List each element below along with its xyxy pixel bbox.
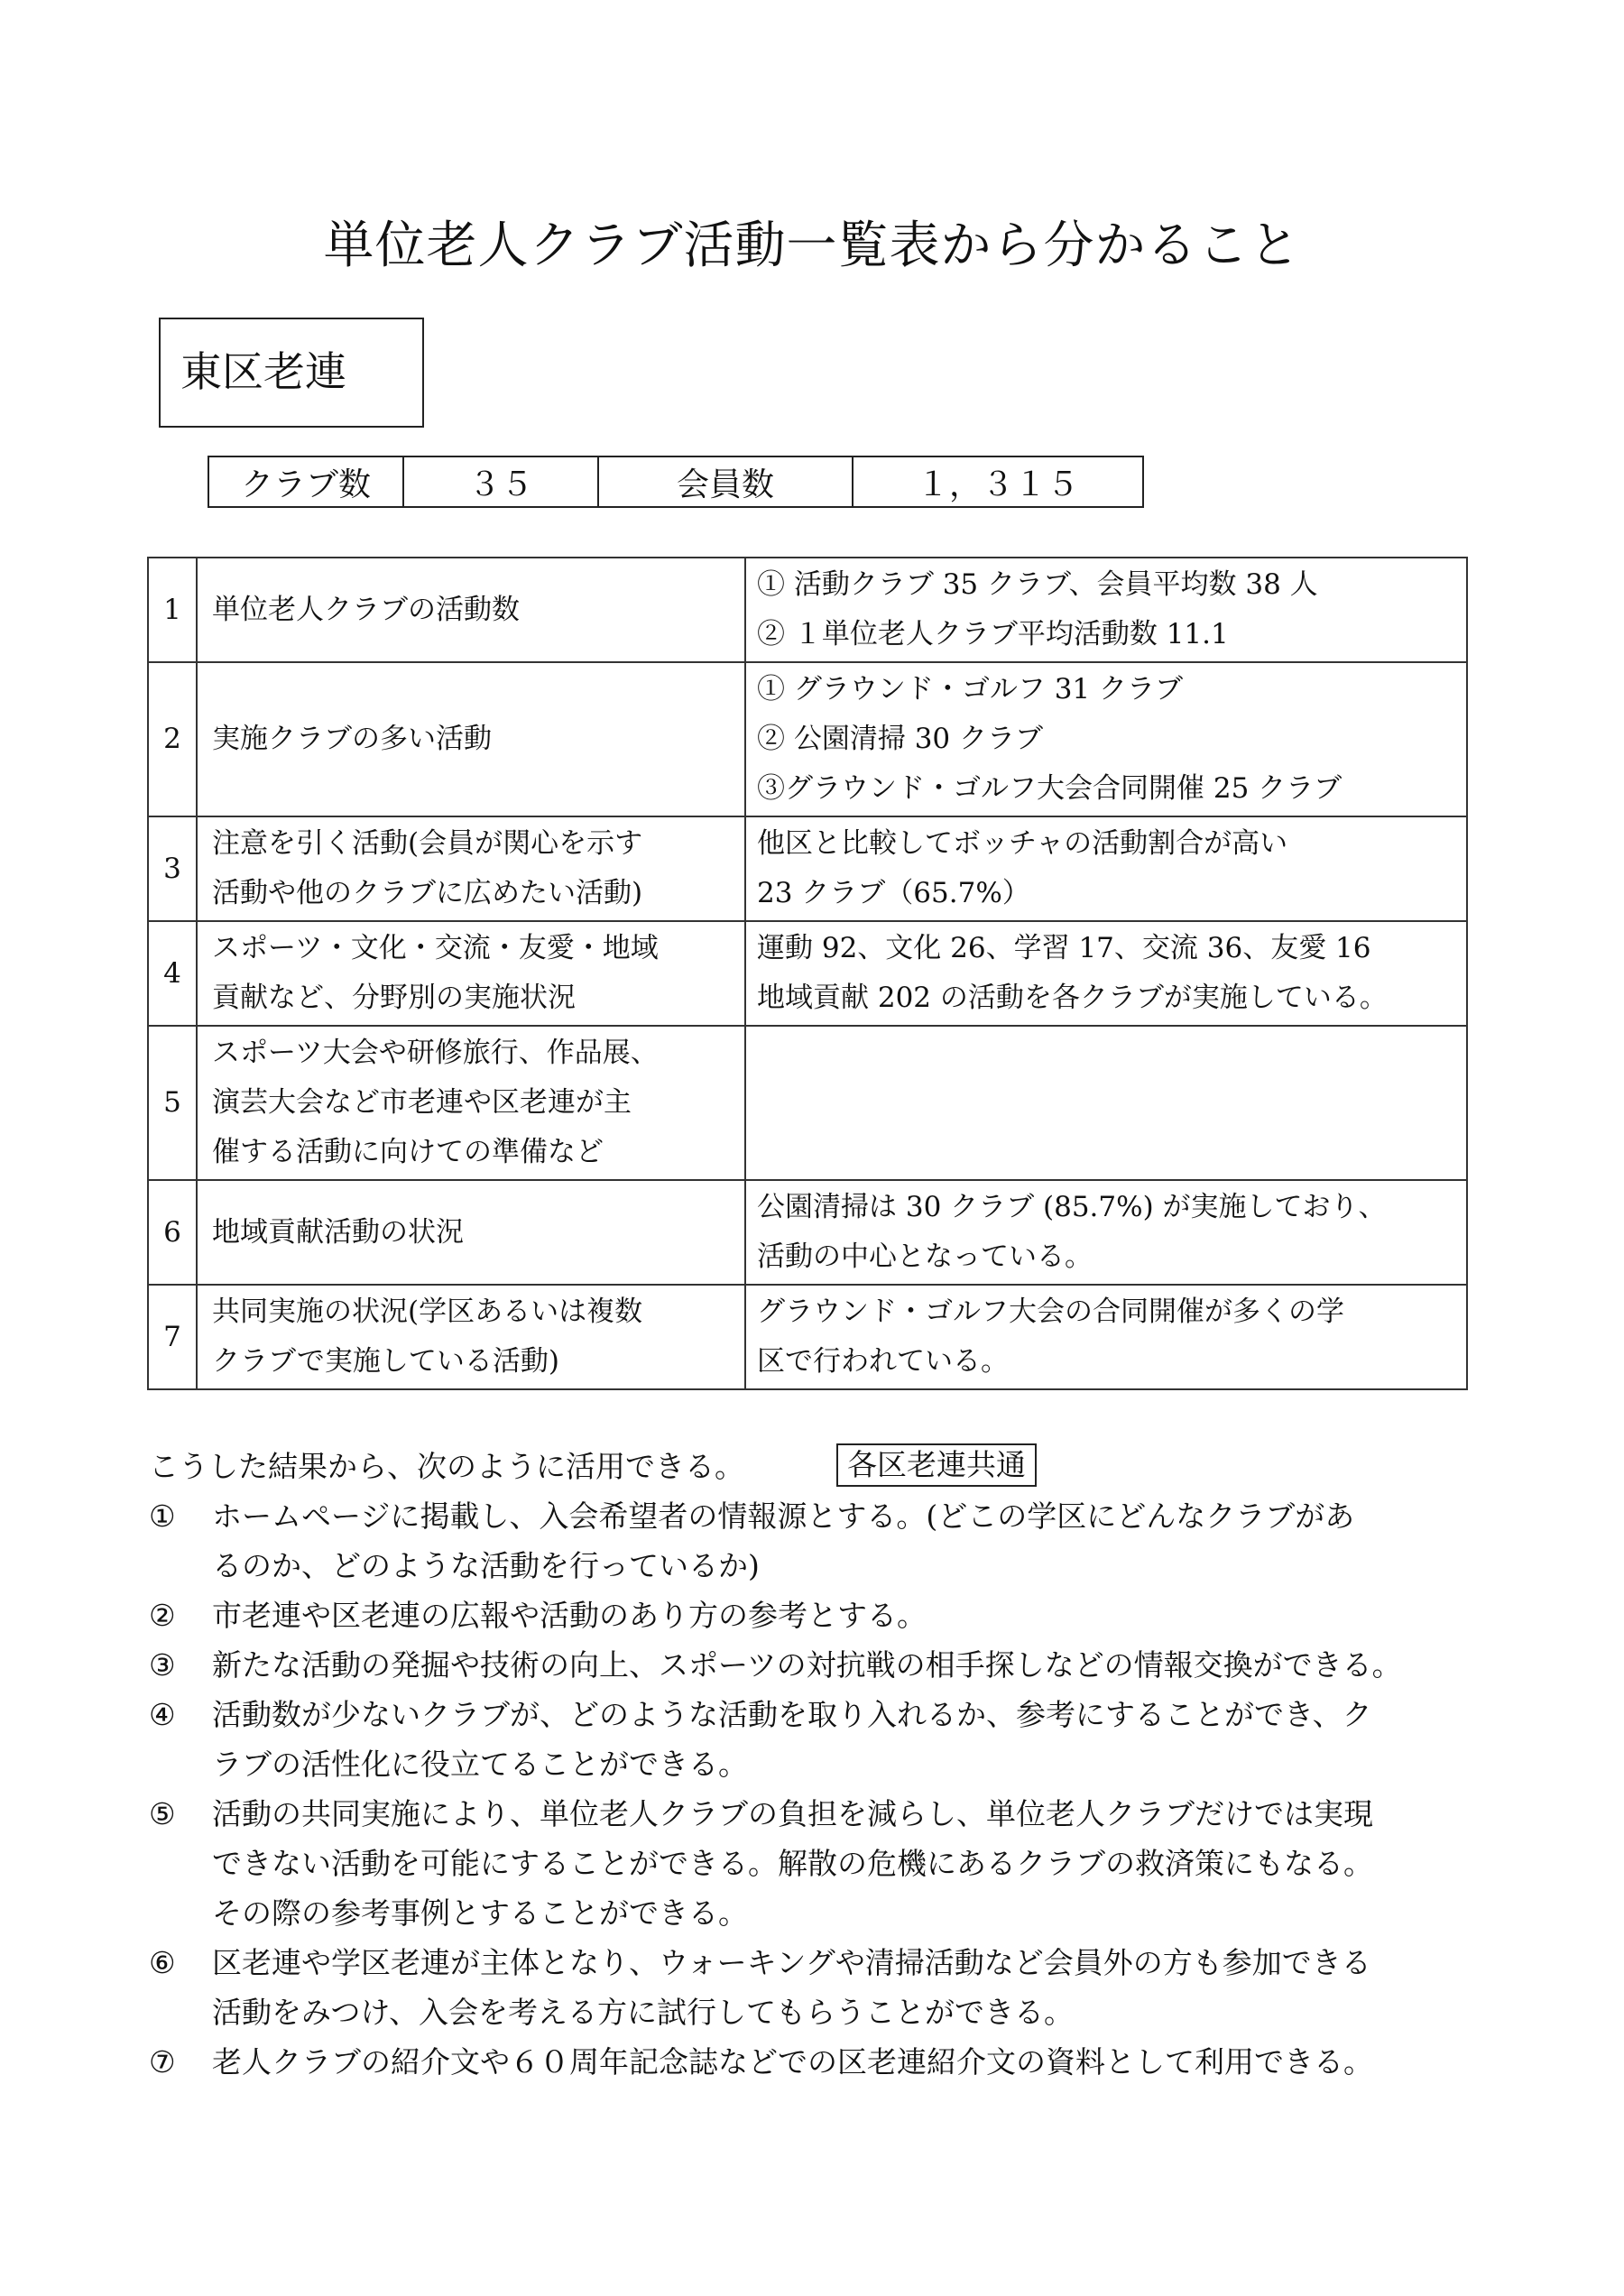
result-line: ② 公園清掃 30 クラブ [757, 723, 1044, 755]
usage-item [149, 1938, 1520, 2037]
row-result [745, 921, 1467, 1026]
result-line: ② １単位老人クラブ平均活動数 11.1 [757, 618, 1229, 650]
row-number: 5 [148, 1026, 197, 1180]
usage-item-line: ラブの活性化に役立てることができる。 [212, 1747, 748, 1782]
club-count-label: クラブ数 [208, 456, 403, 507]
usage-item-line: 活動の共同実施により、単位老人クラブの負担を減らし、単位老人クラブだけでは実現 [212, 1796, 1373, 1831]
result-line: グラウンド・ゴルフ大会の合同開催が多くの学 [757, 1296, 1344, 1328]
usage-intro-line [149, 1442, 1520, 1491]
result-line: 公園清掃は 30 クラブ (85.7%) が実施しており、 [757, 1191, 1387, 1223]
table-row [148, 558, 1467, 662]
usage-item-line: 市老連や区老連の広報や活動のあり方の参考とする。 [212, 1598, 927, 1633]
result-line: 区で行われている。 [757, 1345, 1009, 1378]
usage-item-line: できない活動を可能にすることができる。解散の危機にあるクラブの救済策にもなる。 [212, 1846, 1373, 1881]
row-item [197, 662, 745, 816]
usage-item-marker: ⑥ [149, 1945, 176, 1980]
usage-item-marker: ⑦ [149, 2044, 176, 2079]
item-line: 注意を引く活動(会員が関心を示す [212, 827, 643, 860]
item-line: クラブで実施している活動) [212, 1345, 560, 1378]
member-count-value: １，３１５ [853, 456, 1143, 507]
row-item [197, 558, 745, 662]
item-line: 演芸大会など市老連や区老連が主 [212, 1086, 632, 1119]
usage-item-marker: ④ [149, 1697, 176, 1732]
table-row [148, 1285, 1467, 1389]
row-result [745, 816, 1467, 921]
item-line: 催する活動に向けての準備など [212, 1136, 604, 1168]
result-line: 活動の中心となっている。 [757, 1240, 1093, 1273]
row-number: 2 [148, 662, 197, 816]
club-count-value: ３５ [403, 456, 598, 507]
result-line: 他区と比較してボッチャの活動割合が高い [757, 827, 1288, 860]
row-number: 4 [148, 921, 197, 1026]
activity-analysis-table [147, 557, 1468, 1390]
row-item [197, 1026, 745, 1180]
usage-item-marker: ① [149, 1498, 176, 1534]
row-number: 6 [148, 1180, 197, 1285]
usage-item-line: 老人クラブの紹介文や６０周年記念誌などでの区老連紹介文の資料として利用できる。 [212, 2044, 1373, 2079]
result-line: ① グラウンド・ゴルフ 31 クラブ [757, 673, 1184, 705]
usage-item-line: 新たな活動の発掘や技術の向上、スポーツの対抗戦の相手探しなどの情報交換ができる。 [212, 1647, 1402, 1683]
row-number: 1 [148, 558, 197, 662]
item-line: 実施クラブの多い活動 [212, 723, 492, 755]
usage-item-marker: ⑤ [149, 1796, 176, 1831]
row-number: 7 [148, 1285, 197, 1389]
usage-section [149, 1442, 1520, 2087]
usage-item [149, 2037, 1520, 2087]
page-title: 単位老人クラブ活動一覧表から分かること [323, 217, 1301, 275]
usage-item-line: 区老連や学区老連が主体となり、ウォーキングや清掃活動など会員外の方も参加できる [212, 1945, 1371, 1980]
usage-item-marker: ② [149, 1598, 176, 1633]
table-row [148, 662, 1467, 816]
row-item [197, 921, 745, 1026]
row-item [197, 816, 745, 921]
table-row [148, 1026, 1467, 1180]
common-label-box: 各区老連共通 [836, 1443, 1037, 1487]
result-line: 運動 92、文化 26、学習 17、交流 36、友愛 16 [757, 932, 1371, 964]
row-result [745, 558, 1467, 662]
usage-item-marker: ③ [149, 1647, 176, 1683]
item-line: 共同実施の状況(学区あるいは複数 [212, 1296, 643, 1328]
usage-item [149, 1591, 1520, 1640]
result-line: 23 クラブ（65.7%） [757, 877, 1030, 909]
usage-item-line: るのか、どのような活動を行っているか) [212, 1548, 760, 1583]
result-line: ① 活動クラブ 35 クラブ、会員平均数 38 人 [757, 568, 1318, 601]
item-line: スポーツ・文化・交流・友愛・地域 [212, 932, 659, 964]
result-line: 地域貢献 202 の活動を各クラブが実施している。 [757, 982, 1388, 1014]
table-row [148, 816, 1467, 921]
row-result [745, 1285, 1467, 1389]
usage-item-line: その際の参考事例とすることができる。 [212, 1895, 748, 1931]
row-item [197, 1285, 745, 1389]
item-line: 貢献など、分野別の実施状況 [212, 982, 576, 1014]
item-line: 単位老人クラブの活動数 [212, 593, 520, 626]
usage-item [149, 1491, 1520, 1591]
usage-list [149, 1491, 1520, 2087]
item-line: スポーツ大会や研修旅行、作品展、 [212, 1037, 659, 1069]
usage-item [149, 1690, 1520, 1789]
item-line: 地域貢献活動の状況 [212, 1215, 464, 1249]
row-item [197, 1180, 745, 1285]
usage-item [149, 1640, 1520, 1690]
usage-item-line: 活動をみつけ、入会を考える方に試行してもらうことができる。 [212, 1995, 1075, 2030]
row-number: 3 [148, 816, 197, 921]
row-result [745, 1180, 1467, 1285]
row-result [745, 1026, 1467, 1180]
result-line: ③グラウンド・ゴルフ大会合同開催 25 クラブ [757, 772, 1343, 805]
row-result [745, 662, 1467, 816]
usage-item-line: 活動数が少ないクラブが、どのような活動を取り入れるか、参考にすることができ、ク [212, 1697, 1372, 1732]
item-line: 活動や他のクラブに広めたい活動) [212, 877, 643, 909]
member-count-label: 会員数 [598, 456, 853, 507]
summary-table [208, 456, 1144, 508]
usage-item-line: ホームページに掲載し、入会希望者の情報源とする。(どこの学区にどんなクラブがあ [212, 1498, 1355, 1534]
table-row [148, 1180, 1467, 1285]
usage-item [149, 1789, 1520, 1938]
table-row [148, 921, 1467, 1026]
ward-name-box: 東区老連 [159, 318, 424, 428]
usage-intro: こうした結果から、次のように活用できる。 [149, 1449, 744, 1484]
